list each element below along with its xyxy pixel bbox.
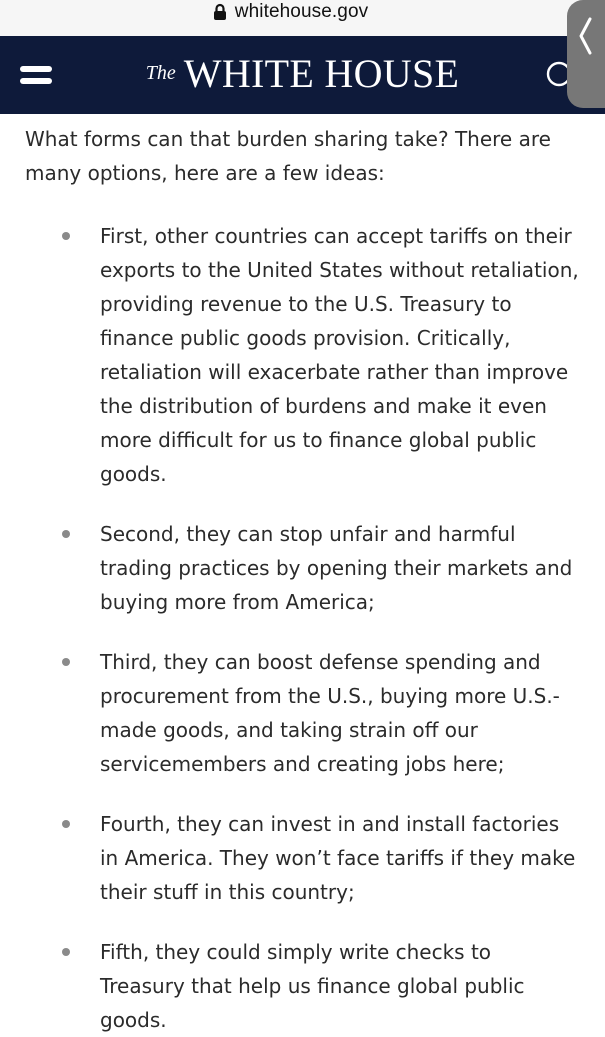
bullet-dot — [62, 530, 70, 538]
bullet-dot — [62, 820, 70, 828]
url-text: whitehouse.gov — [234, 1, 369, 22]
ideas-list — [100, 219, 580, 1037]
bullet-dot — [62, 658, 70, 666]
browser-url-bar[interactable] — [0, 0, 605, 36]
list-item — [100, 645, 580, 781]
list-item-text: Third, they can boost defense spending and procurement from the U.S., buying more U.S.-made goods, and taking strain off our servicemembers and creating jobs here; — [100, 650, 560, 776]
intro-paragraph: What forms can that burden sharing take? There are many options, here are a few ideas: — [25, 127, 551, 185]
site-header — [0, 36, 605, 114]
brand-name: WHITE HOUSE — [183, 51, 460, 96]
url-display[interactable] — [213, 1, 368, 23]
list-item — [100, 807, 580, 909]
list-item — [100, 219, 580, 491]
list-item — [100, 517, 580, 619]
list-item-text: Fourth, they can invest in and install factories in America. They won’t face tariffs if they make their stuff in this country; — [100, 812, 576, 904]
bullet-dot — [62, 232, 70, 240]
brand-prefix: The — [145, 62, 176, 84]
list-item-text: Fifth, they could simply write checks to Treasury that help us finance global public goods. — [100, 940, 525, 1032]
lock-icon — [213, 3, 227, 21]
list-item-text: First, other countries can accept tariffs on their exports to the United States without retaliation, providing revenue to the U.S. Treasury to finance public goods provision. Critically, retaliation will exacerbate rather than improve the distribution of burdens and make it even more difficult for us to finance global public goods. — [100, 224, 579, 486]
bullet-dot — [62, 948, 70, 956]
search-icon[interactable] — [543, 60, 567, 90]
chevron-left-icon — [577, 16, 593, 60]
edge-tab-handle[interactable] — [567, 0, 605, 108]
list-item-text: Second, they can stop unfair and harmful trading practices by opening their markets and buying more from America; — [100, 522, 573, 614]
list-item — [100, 935, 580, 1037]
article-body — [25, 122, 585, 1032]
site-logo[interactable] — [0, 50, 605, 97]
